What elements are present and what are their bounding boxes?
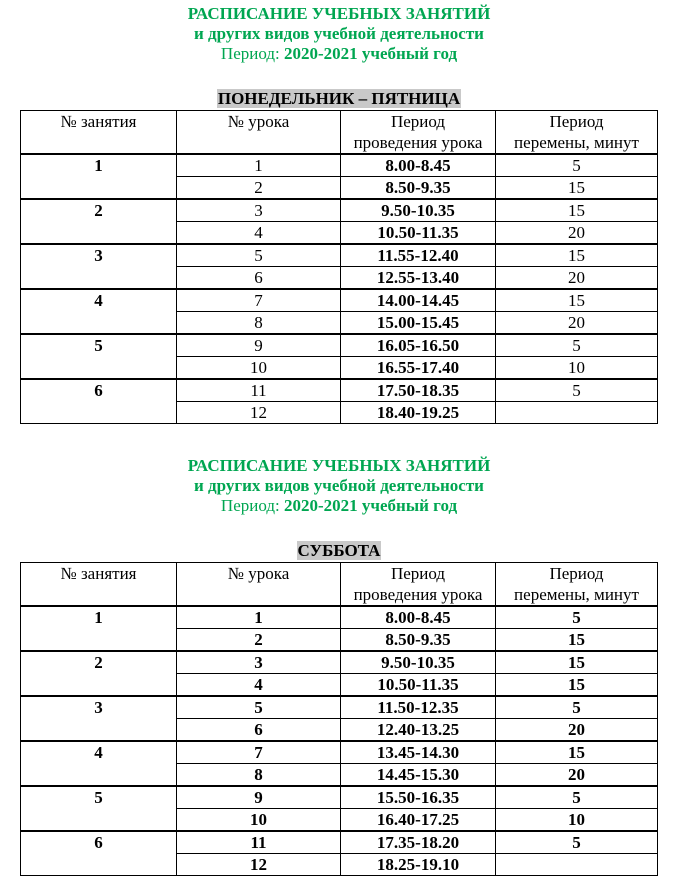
heading-title: РАСПИСАНИЕ УЧЕБНЫХ ЗАНЯТИЙ xyxy=(187,456,491,475)
table-row xyxy=(21,199,658,222)
lesson-number: 7 xyxy=(177,741,341,764)
lesson-time: 14.45-15.30 xyxy=(341,764,496,787)
lesson-time: 8.50-9.35 xyxy=(341,177,496,200)
schedule-heading-2 xyxy=(0,456,678,516)
header-period xyxy=(341,111,496,155)
lesson-time: 8.00-8.45 xyxy=(341,606,496,629)
lesson-time: 16.40-17.25 xyxy=(341,809,496,832)
lesson-number: 12 xyxy=(177,402,341,424)
lesson-time: 13.45-14.30 xyxy=(341,741,496,764)
break-minutes: 5 xyxy=(496,334,658,357)
lesson-time: 15.50-16.35 xyxy=(341,786,496,809)
period-value: 2020-2021 учебный год xyxy=(283,496,458,515)
header-break xyxy=(496,111,658,155)
lesson-time: 10.50-11.35 xyxy=(341,222,496,245)
break-minutes: 15 xyxy=(496,244,658,267)
weekday-schedule-table xyxy=(20,110,658,424)
period-prefix: Период: xyxy=(220,496,280,515)
table-row xyxy=(21,606,658,629)
lesson-time: 10.50-11.35 xyxy=(341,674,496,697)
heading-subtitle: и других видов учебной деятельности xyxy=(194,24,484,43)
lesson-time: 16.55-17.40 xyxy=(341,357,496,380)
lesson-number: 5 xyxy=(177,696,341,719)
lesson-number: 2 xyxy=(177,629,341,652)
saturday-label-text: СУББОТА xyxy=(297,541,381,560)
break-minutes: 15 xyxy=(496,289,658,312)
lesson-number: 1 xyxy=(177,606,341,629)
table-row xyxy=(21,696,658,719)
saturday-schedule-table xyxy=(20,562,658,876)
weekday-label xyxy=(0,89,678,109)
heading-subtitle: и других видов учебной деятельности xyxy=(194,476,484,495)
table-row xyxy=(21,289,658,312)
table-row xyxy=(21,741,658,764)
lesson-time: 11.55-12.40 xyxy=(341,244,496,267)
lesson-number: 9 xyxy=(177,334,341,357)
heading-period xyxy=(0,496,678,516)
break-minutes xyxy=(496,402,658,424)
lesson-time: 16.05-16.50 xyxy=(341,334,496,357)
break-minutes: 15 xyxy=(496,741,658,764)
lesson-number: 10 xyxy=(177,357,341,380)
break-minutes: 5 xyxy=(496,786,658,809)
break-minutes: 5 xyxy=(496,606,658,629)
saturday-label xyxy=(0,541,678,561)
header-break-l1: Период xyxy=(549,112,604,131)
heading-period xyxy=(0,44,678,64)
table-row xyxy=(21,651,658,674)
session-number: 2 xyxy=(21,651,177,696)
header-break-l2: перемены, минут xyxy=(514,585,639,604)
lesson-number: 8 xyxy=(177,312,341,335)
header-break xyxy=(496,563,658,607)
table-row xyxy=(21,831,658,854)
header-period xyxy=(341,563,496,607)
lesson-time: 12.40-13.25 xyxy=(341,719,496,742)
table-header-row xyxy=(21,563,658,607)
lesson-time: 18.40-19.25 xyxy=(341,402,496,424)
break-minutes: 15 xyxy=(496,674,658,697)
break-minutes: 20 xyxy=(496,267,658,290)
break-minutes: 20 xyxy=(496,719,658,742)
break-minutes: 5 xyxy=(496,154,658,177)
lesson-number: 7 xyxy=(177,289,341,312)
session-number: 2 xyxy=(21,199,177,244)
lesson-number: 8 xyxy=(177,764,341,787)
lesson-time: 9.50-10.35 xyxy=(341,651,496,674)
break-minutes xyxy=(496,854,658,876)
lesson-number: 4 xyxy=(177,222,341,245)
session-number: 1 xyxy=(21,154,177,199)
lesson-number: 10 xyxy=(177,809,341,832)
break-minutes: 5 xyxy=(496,696,658,719)
break-minutes: 5 xyxy=(496,831,658,854)
break-minutes: 15 xyxy=(496,651,658,674)
lesson-number: 3 xyxy=(177,199,341,222)
header-break-l1: Период xyxy=(549,564,604,583)
session-number: 5 xyxy=(21,786,177,831)
period-value: 2020-2021 учебный год xyxy=(283,44,458,63)
break-minutes: 20 xyxy=(496,312,658,335)
lesson-time: 12.55-13.40 xyxy=(341,267,496,290)
session-number: 5 xyxy=(21,334,177,379)
period-prefix: Период: xyxy=(220,44,280,63)
break-minutes: 10 xyxy=(496,809,658,832)
lesson-number: 12 xyxy=(177,854,341,876)
session-number: 3 xyxy=(21,244,177,289)
schedule-heading-1 xyxy=(0,4,678,64)
header-period-l1: Период xyxy=(390,112,446,131)
session-number: 6 xyxy=(21,379,177,424)
session-number: 4 xyxy=(21,289,177,334)
header-session: № занятия xyxy=(21,563,177,607)
lesson-number: 11 xyxy=(177,831,341,854)
header-lesson: № урока xyxy=(177,563,341,607)
lesson-time: 15.00-15.45 xyxy=(341,312,496,335)
weekday-label-text: ПОНЕДЕЛЬНИК – ПЯТНИЦА xyxy=(217,89,461,108)
lesson-time: 18.25-19.10 xyxy=(341,854,496,876)
table-row xyxy=(21,334,658,357)
lesson-time: 8.50-9.35 xyxy=(341,629,496,652)
lesson-time: 14.00-14.45 xyxy=(341,289,496,312)
saturday-rows xyxy=(21,606,658,876)
table-row xyxy=(21,154,658,177)
lesson-time: 9.50-10.35 xyxy=(341,199,496,222)
lesson-number: 4 xyxy=(177,674,341,697)
lesson-number: 5 xyxy=(177,244,341,267)
table-row xyxy=(21,786,658,809)
lesson-time: 17.35-18.20 xyxy=(341,831,496,854)
header-period-l2: проведения урока xyxy=(353,585,483,604)
break-minutes: 15 xyxy=(496,629,658,652)
break-minutes: 20 xyxy=(496,764,658,787)
header-period-l2: проведения урока xyxy=(353,133,483,152)
header-session: № занятия xyxy=(21,111,177,155)
break-minutes: 10 xyxy=(496,357,658,380)
session-number: 1 xyxy=(21,606,177,651)
header-break-l2: перемены, минут xyxy=(514,133,639,152)
session-number: 3 xyxy=(21,696,177,741)
weekday-rows xyxy=(21,154,658,424)
lesson-number: 6 xyxy=(177,267,341,290)
table-header-row xyxy=(21,111,658,155)
lesson-time: 8.00-8.45 xyxy=(341,154,496,177)
lesson-number: 11 xyxy=(177,379,341,402)
header-lesson: № урока xyxy=(177,111,341,155)
session-number: 6 xyxy=(21,831,177,876)
session-number: 4 xyxy=(21,741,177,786)
lesson-number: 9 xyxy=(177,786,341,809)
break-minutes: 15 xyxy=(496,177,658,200)
lesson-number: 6 xyxy=(177,719,341,742)
heading-title: РАСПИСАНИЕ УЧЕБНЫХ ЗАНЯТИЙ xyxy=(187,4,491,23)
lesson-number: 1 xyxy=(177,154,341,177)
lesson-number: 2 xyxy=(177,177,341,200)
header-period-l1: Период xyxy=(390,564,446,583)
lesson-time: 17.50-18.35 xyxy=(341,379,496,402)
lesson-number: 3 xyxy=(177,651,341,674)
lesson-time: 11.50-12.35 xyxy=(341,696,496,719)
break-minutes: 20 xyxy=(496,222,658,245)
table-row xyxy=(21,244,658,267)
break-minutes: 5 xyxy=(496,379,658,402)
break-minutes: 15 xyxy=(496,199,658,222)
table-row xyxy=(21,379,658,402)
